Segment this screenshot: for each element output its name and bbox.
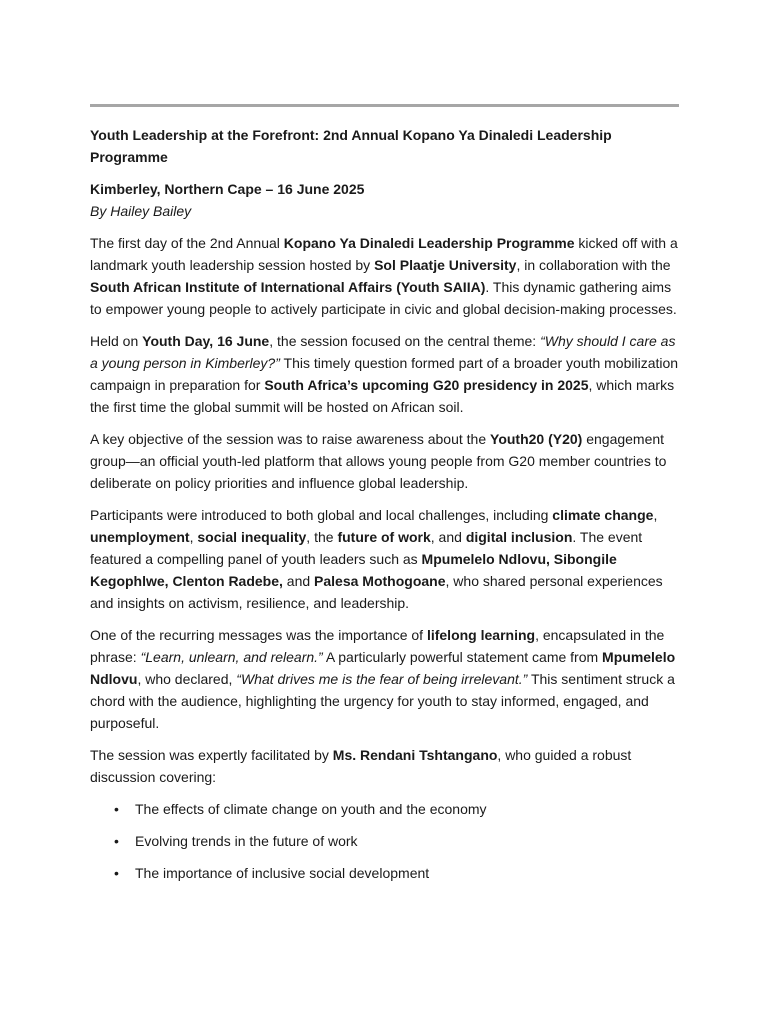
paragraph-3: A key objective of the session was to raise awareness about the Youth20 (Y20) engagement group—an official youth-led platform that allows young people from G20 member countries to deliberate on policy priorities and influence global leadership. — [90, 431, 667, 491]
article-headline: Youth Leadership at the Forefront: 2nd Annual Kopano Ya Dinaledi Leadership Programme — [90, 127, 612, 165]
paragraph-5: One of the recurring messages was the importance of lifelong learning, encapsulated in the phrase: “Learn, unlearn, and relearn.” A particularly powerful statement came from Mpumelelo Ndlovu, who declared, “What drives me is the fear of being irrelevant.” This sentiment struck a chord with the audience, highlighting the urgency for youth to stay informed, engaged, and purposeful. — [90, 627, 676, 731]
dateline: Kimberley, Northern Cape – 16 June 2025 — [90, 181, 365, 197]
paragraph-6: The session was expertly facilitated by Ms. Rendani Tshtangano, who guided a robust discussion covering: — [90, 747, 632, 785]
paragraph-2: Held on Youth Day, 16 June, the session focused on the central theme: “Why should I care as a young person in Kimberley?” This timely question formed part of a broader youth mobilization campaign in preparation for South Africa’s upcoming G20 presidency in 2025, which marks the first time the global summit will be hosted on African soil. — [90, 333, 679, 415]
discussion-topics-list — [90, 798, 680, 884]
list-item: • Evolving trends in the future of work — [90, 830, 680, 852]
byline: By Hailey Bailey — [90, 203, 192, 219]
paragraph-1: The first day of the 2nd Annual Kopano Ya Dinaledi Leadership Programme kicked off with a landmark youth leadership session hosted by Sol Plaatje University, in collaboration with the South African Institute of International Affairs (Youth SAIIA). This dynamic gathering aims to empower young people to actively participate in civic and global decision-making processes. — [90, 235, 678, 317]
list-item: • The effects of climate change on youth and the economy — [90, 798, 680, 820]
paragraph-4: Participants were introduced to both global and local challenges, including climate change, unemployment, social inequality, the future of work, and digital inclusion. The event featured a compelling panel of youth leaders such as Mpumelelo Ndlovu, Sibongile Kegophlwe, Clenton Radebe, and Palesa Mothogoane, who shared personal experiences and insights on activism, resilience, and leadership. — [90, 507, 663, 611]
top-divider — [90, 104, 679, 107]
article-body — [90, 124, 680, 894]
list-item: • The importance of inclusive social development — [90, 862, 680, 884]
